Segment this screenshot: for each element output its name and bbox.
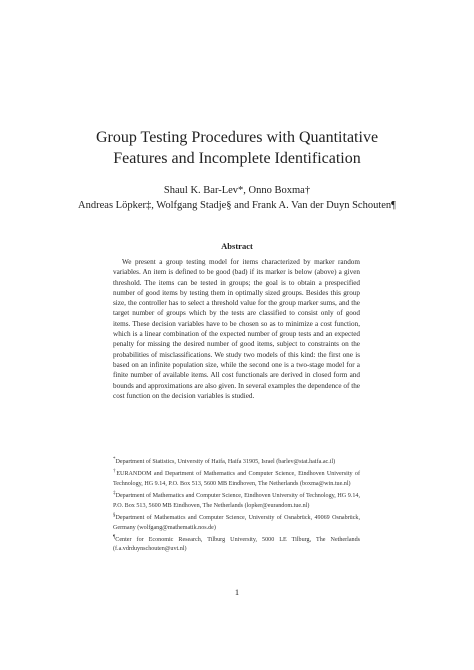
footnote-text: Department of Statistics, University of Haifa, Haifa 31905, Israel (barlev@stat.haifa.ac.il): [115, 459, 336, 466]
footnote: [113, 533, 360, 555]
footnote: [113, 489, 360, 511]
abstract-heading: Abstract: [221, 241, 253, 251]
title-line-2: Features and Incomplete Identification: [113, 150, 361, 167]
authors-line-2: Andreas Löpker‡, Wolfgang Stadje§ and Frank A. Van der Duyn Schouten¶: [78, 200, 396, 211]
footnote-text: EURANDOM and Department of Mathematics and Computer Science, Eindhoven University of Technology, HG 9.14, P.O. Box 513, 5600 MB Eindhoven, The Netherlands (boxma@win.tue.nl): [113, 471, 360, 487]
footnote: [113, 511, 360, 533]
footnote-mark: *: [113, 457, 116, 462]
title-line-1: Group Testing Procedures with Quantitative: [95, 129, 379, 146]
footnotes: [113, 455, 360, 555]
footnote-text: Department of Mathematics and Computer Science, University of Osnabrück, 49069 Osnabrück, Germany (wolfgang@mathematik.nos.de): [113, 515, 360, 531]
authors-line-1: Shaul K. Bar-Lev*, Onno Boxma†: [163, 185, 311, 196]
footnote-mark: ¶: [113, 534, 116, 540]
page-number: 1: [234, 587, 240, 597]
author-list: [30, 183, 444, 213]
footnote-mark: †: [113, 469, 117, 475]
footnote-mark: ‡: [113, 491, 116, 497]
abstract-body: We present a group testing model for items characterized by marker random variables. An item is defined to be good (bad) if its marker is below (above) a given threshold. The items can be tested in groups; the goal is to obtain a prespecified number of good items by testing them in optimally sized groups. Besides this group size, the controller has to select a threshold value for the group marker sums, and the target number of groups which by the tests are classified to consist only of good items. These decision variables have to be chosen so as to minimize a cost function, which is a linear combination of the expected number of group tests and an expected penalty for missing the desired number of good items, subject to constraints on the probabilities of misclassifications. We study two models of this kind: the first one is based on an infinite population size, while the second one is a two-stage model for a finite number of available items. All cost functionals are derived in closed form and bounds and approximations are also given. In several examples the dependence of the cost function on the decision variables is studied.: [113, 258, 360, 400]
footnote: [113, 455, 360, 467]
paper-title: [60, 127, 414, 169]
footnote-text: Department of Mathematics and Computer Science, Eindhoven University of Technology, HG 9.14, P.O. Box 513, 5600 MB Eindhoven, The Netherlands (lopker@eurandom.tue.nl): [113, 493, 360, 509]
footnote-text: Center for Economic Research, Tilburg University, 5000 LE Tilburg, The Netherlands (f.a.vdrduynschouten@uvt.nl): [113, 537, 360, 553]
footnote: [113, 467, 360, 489]
footnote-mark: §: [113, 513, 116, 519]
